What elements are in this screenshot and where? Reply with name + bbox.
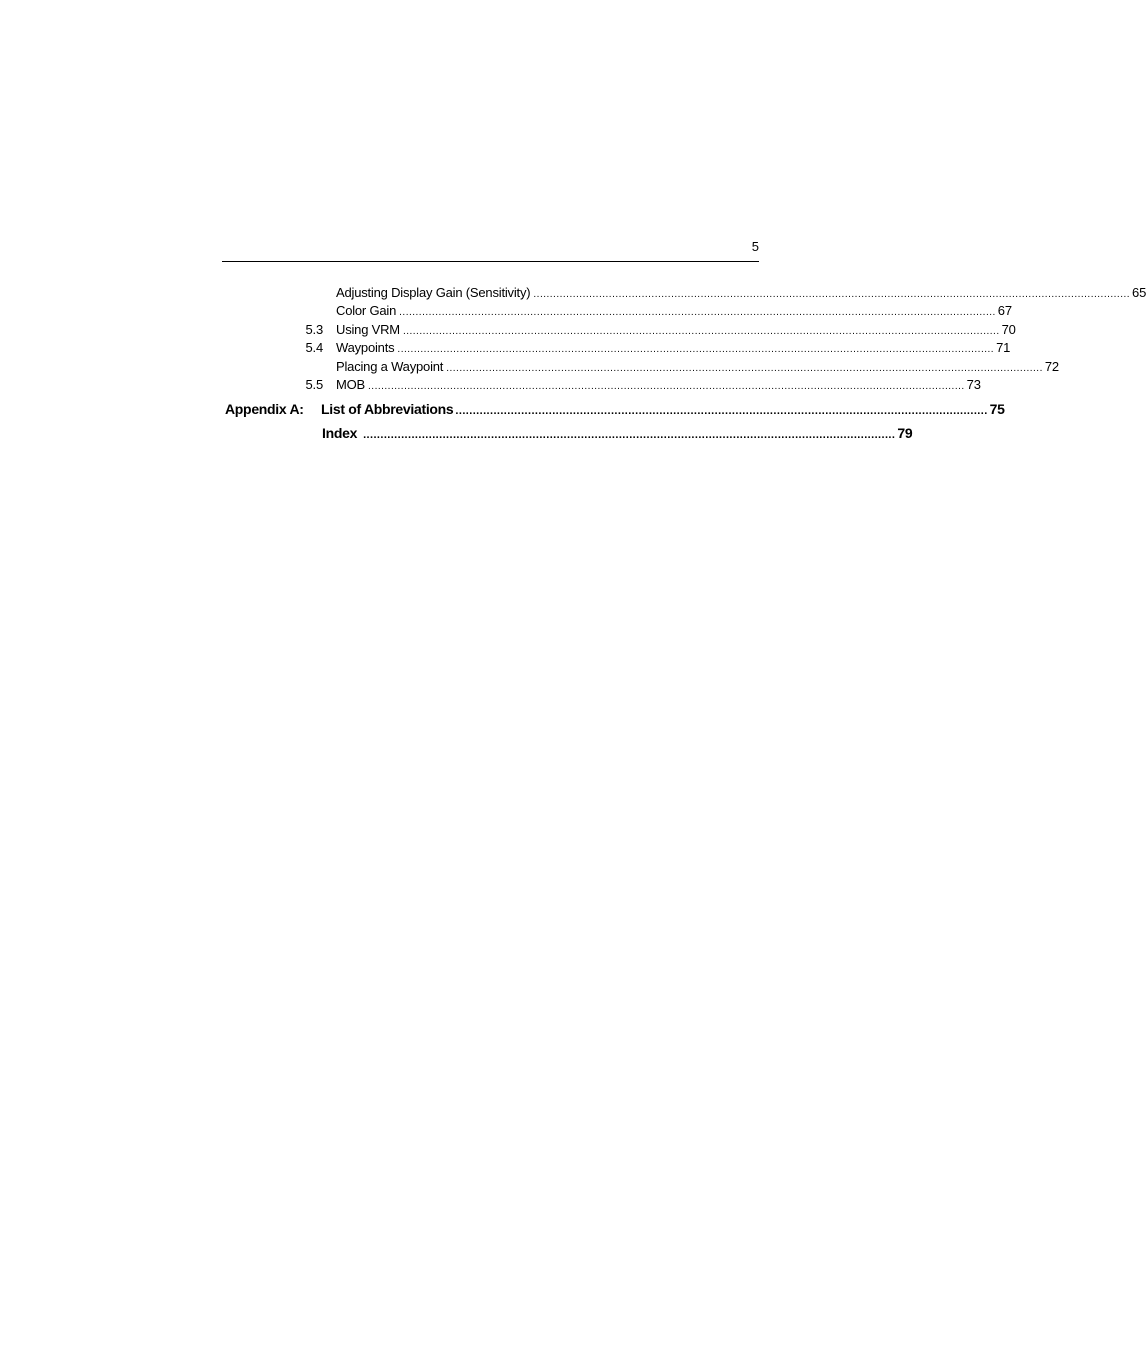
appendix-title: List of Abbreviations [321, 401, 454, 417]
toc-entry-page: 73 [966, 377, 981, 392]
toc-entry-title: Placing a Waypoint [336, 359, 444, 374]
toc-entry-number: 5.4 [305, 340, 323, 355]
header-rule [222, 261, 759, 262]
toc-entry-number: 5.3 [305, 322, 323, 337]
toc-entry-page: 67 [997, 303, 1012, 318]
dot-leader: .......................................................................................................................................................... [455, 405, 988, 417]
appendix-label: Appendix A: [225, 401, 304, 417]
index-page: 79 [897, 425, 913, 441]
toc-entry-title: Using VRM [336, 322, 400, 337]
toc-entry-title: Adjusting Display Gain (Sensitivity) [336, 285, 531, 300]
appendix-page: 75 [989, 401, 1005, 417]
toc-entry-number: 5.5 [305, 377, 323, 392]
dot-leader: ...................................................................................................................................................................................... [446, 363, 1043, 374]
toc-index-entry[interactable] [222, 423, 913, 443]
toc-entry[interactable] [222, 339, 1011, 357]
index-title: Index [322, 425, 358, 441]
dot-leader: ...................................................................................................................................................................................... [402, 326, 1000, 337]
dot-leader: .......................................................................................................................................................... [363, 429, 896, 441]
toc-entry-page: 72 [1044, 359, 1059, 374]
page-number: 5 [751, 239, 759, 254]
toc-entry[interactable] [222, 376, 981, 394]
toc-entry-page: 65 [1132, 285, 1146, 300]
dot-leader: ...................................................................................................................................................................................... [533, 289, 1131, 300]
dot-leader: ...................................................................................................................................................................................... [397, 344, 995, 355]
dot-leader: ...................................................................................................................................................................................... [399, 307, 996, 318]
dot-leader: ...................................................................................................................................................................................... [368, 381, 965, 392]
toc-appendix-entry[interactable] [222, 399, 1005, 419]
toc-entry-page: 71 [996, 340, 1011, 355]
toc-entry-page: 70 [1001, 322, 1016, 337]
toc-entry[interactable] [222, 284, 1146, 302]
toc-entry-title: MOB [336, 377, 366, 392]
toc-entry[interactable] [222, 358, 1059, 376]
toc-entry-title: Color Gain [336, 303, 397, 318]
toc-entry[interactable] [222, 302, 1012, 320]
toc-entry[interactable] [222, 321, 1016, 339]
toc-entry-title: Waypoints [336, 340, 395, 355]
